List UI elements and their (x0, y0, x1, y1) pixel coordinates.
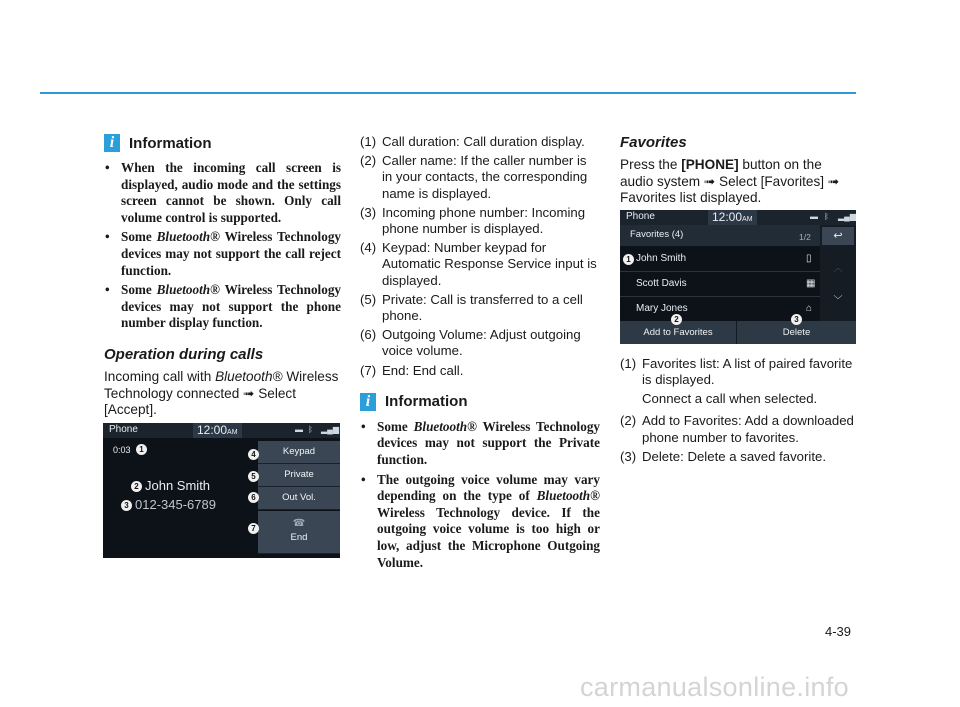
favorites-screen (620, 210, 856, 344)
info-icon: i (104, 134, 120, 152)
info-bullets (104, 160, 341, 332)
legend-item: (5) Private: Call is transferred to a cell phone. (360, 291, 583, 324)
battery-icon: ▬ (810, 212, 818, 221)
callout-7: 7 (248, 523, 259, 534)
clock: 12:00AM (193, 423, 242, 438)
keypad-button[interactable]: Keypad (258, 441, 340, 464)
callout-3: 3 (791, 314, 802, 325)
legend-item: (2) Caller name: If the caller number is in your contacts, the corresponding name is displayed. (360, 153, 588, 201)
callout-3: 3 (121, 500, 132, 511)
office-icon: ▦ (806, 278, 816, 289)
favorite-row[interactable]: Scott Davis ▦ (620, 272, 820, 297)
info-icon: i (360, 393, 376, 411)
legend-item: (7) End: End call. (360, 362, 464, 378)
legend-item: (3) Delete: Delete a saved favorite. (620, 448, 826, 464)
info-title: Information (129, 134, 212, 152)
info-bullet: • Some Bluetooth® Wireless Technology devices may not support the Private function. (360, 419, 600, 469)
watermark: carmanualsonline.info (580, 672, 849, 702)
legend-item: (3) Incoming phone number: Incoming phone number is displayed. (360, 204, 586, 237)
right-column (620, 134, 858, 207)
left-column (104, 134, 341, 419)
status-bar (620, 210, 856, 225)
clock: 12:00AM (708, 210, 757, 225)
list-header: Favorites (4) (620, 225, 820, 246)
legend-item: (2) Add to Favorites: Add a downloaded phone number to favorites. (620, 413, 854, 445)
signal-icon: ▂▄▆ (838, 212, 856, 221)
callout-2: 2 (671, 314, 682, 325)
caller-name: John Smith (145, 478, 211, 493)
callout-4: 4 (248, 449, 259, 460)
legend-item: (1) Favorites list: A list of paired favorite is displayed. (620, 356, 853, 388)
battery-icon: ▬ (295, 425, 303, 434)
status-bar (103, 423, 340, 438)
handset-icon: ☎ (292, 518, 306, 529)
section-paragraph: Press the [PHONE] button on the audio system ➟ Select [Favorites] ➟ Favorites list displayed. (620, 157, 840, 206)
call-duration: 0:03 (113, 445, 131, 455)
home-icon: ⌂ (806, 303, 813, 314)
info-header (360, 393, 600, 411)
legend-item: (1) Call duration: Call duration display. (360, 134, 585, 149)
scroll-column (820, 225, 856, 329)
private-button[interactable]: Private (258, 464, 340, 487)
legend-item: (6) Outgoing Volume: Adjust outgoing voice volume. (360, 327, 581, 359)
bluetooth-icon: ᛒ (824, 212, 829, 221)
favorites-legend (620, 356, 858, 468)
delete-button[interactable]: Delete (782, 327, 811, 338)
screen-title: Phone (109, 424, 138, 435)
page-number: 4-39 (825, 624, 852, 639)
section-heading: Operation during calls (104, 345, 264, 363)
section-paragraph: Incoming call with Bluetooth® Wireless Technology connected ➟ Select [Accept]. (104, 368, 339, 418)
info-bullets (360, 419, 600, 571)
page-indicator: 1/2 (799, 232, 811, 242)
back-icon: ↩ (833, 230, 843, 242)
bottom-bar (620, 321, 856, 344)
back-button[interactable] (822, 227, 854, 245)
info-bullet: • The outgoing voice volume may vary depending on the type of Bluetooth® Wireless Technology device. If the outgoing voice volume is too high or low, adjust the Microphone Outgoing Volume. (360, 472, 600, 572)
call-screen (103, 423, 340, 558)
call-screen-legend (360, 134, 600, 379)
legend-item: (4) Keypad: Number keypad for Automatic Response Service input is displayed. (360, 240, 597, 288)
callout-5: 5 (248, 471, 259, 482)
add-to-favorites-button[interactable]: Add to Favorites (620, 321, 737, 344)
favorite-row[interactable]: John Smith ▯ (620, 247, 820, 272)
favorite-row[interactable]: Mary Jones ⌂ (620, 297, 820, 322)
scroll-up-icon[interactable]: ︿ (833, 263, 843, 273)
out-vol-button[interactable]: Out Vol. (258, 487, 340, 510)
callout-1: 1 (136, 444, 147, 455)
middle-column (360, 134, 600, 574)
screen-title: Phone (626, 211, 655, 222)
info-bullet: • Some Bluetooth® Wireless Technology devices may not support the phone number display function. (104, 282, 341, 332)
header-rule (40, 92, 856, 94)
caller-number: 012-345-6789 (135, 497, 216, 512)
end-call-button[interactable]: ☎ End (258, 511, 340, 554)
signal-icon: ▂▄▆ (321, 425, 339, 434)
legend-subtext: Connect a call when selected. (642, 391, 818, 407)
info-title: Information (385, 393, 468, 411)
callout-2: 2 (131, 481, 142, 492)
info-bullet: • Some Bluetooth® Wireless Technology devices may not support the call reject function. (104, 229, 341, 279)
info-header (104, 134, 341, 152)
info-bullet: • When the incoming call screen is displayed, audio mode and the settings screen cannot be shown. Only call volume control is supported. (104, 160, 341, 226)
callout-1: 1 (623, 254, 634, 265)
scroll-down-icon[interactable]: ﹀ (833, 295, 843, 305)
mobile-icon: ▯ (806, 253, 812, 264)
callout-6: 6 (248, 492, 259, 503)
section-heading: Favorites (620, 134, 687, 151)
bluetooth-icon: ᛒ (308, 425, 313, 434)
